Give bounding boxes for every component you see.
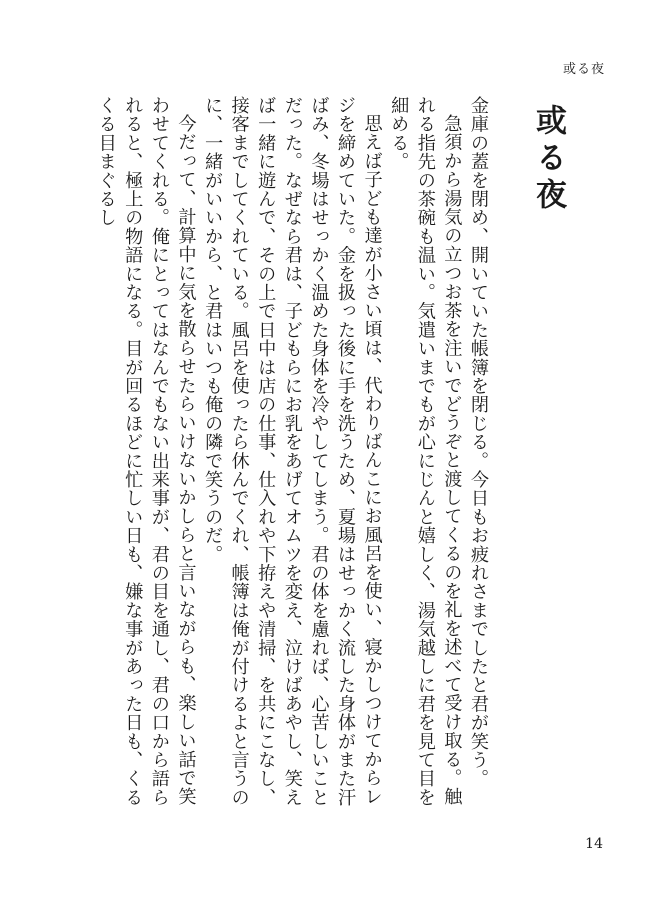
paragraph: 今だって、計算中に気を散らせたらいけないかしらと言いながらも、楽しい話で笑わせてくれる。俺にとってはなんでもない出来事が、君の目を通し、君の口から語られると、極上の物語になる。目が回るほどに忙しい日も、嫌な事があった日も、くるくる目まぐるし [95, 96, 197, 807]
page-number: 14 [585, 836, 603, 852]
running-header: 或る夜 [562, 62, 605, 77]
paragraph: 金庫の蓋を閉め、開いていた帳簿を閉じる。今日もお疲れさまでしたと君が笑う。 [468, 96, 489, 788]
chapter-title: 或る夜 [530, 104, 566, 215]
body-text [92, 96, 491, 816]
paragraph: 急須から湯気の立つお茶を注いでどうぞと渡してくるのを礼を述べて受け取る。触れる指先の茶碗も温い。気遣いまでもが心にじんと嬉しく、湯気越しに君を見て目を細める。 [388, 96, 463, 807]
paragraph: 思えば子ども達が小さい頃は、代わりばんこにお風呂を使い、寝かしつけてからレジを締めていた。金を扱った後に手を洗うため、夏場はせっかく流した身体がまた汗ばみ、冬場はせっかく温めた身体を冷やしてしまう。君の体を慮れば、心苦しいことだった。なぜなら君は、子どもらにお乳をあげてオムツを変え、泣けばあやし、笑えば一緒に遊んで、その上で日中は店の仕事、仕入れや下拵えや清掃、を共にこなし、接客までしてくれている。風呂を使ったら休んでくれ、帳簿は俺が付けるよと言うのに、一緒がいいから、と君はいつも俺の隣で笑うのだ。 [202, 96, 383, 807]
